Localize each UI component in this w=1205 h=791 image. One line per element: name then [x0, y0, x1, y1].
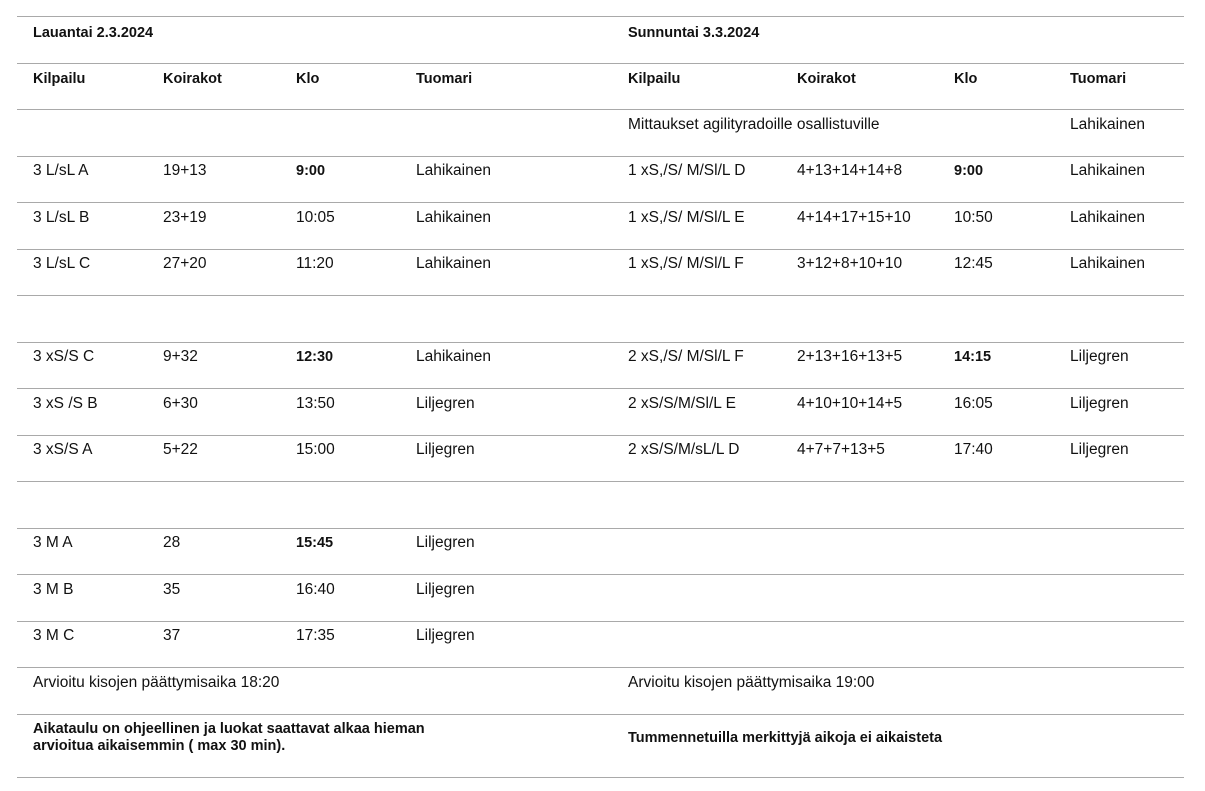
- sat-row-time: 13:50: [296, 395, 335, 412]
- sat-row-judge: Liljegren: [416, 395, 475, 412]
- sat-row-time: 9:00: [296, 163, 326, 179]
- sun-row-time: 9:00: [954, 163, 984, 179]
- sun-row-competition: 2 xS/S/M/Sl/L E: [628, 395, 736, 412]
- divider: [17, 16, 1184, 17]
- sun-row-dogs: 2+13+16+13+5: [797, 348, 903, 365]
- sun-row-dogs: 3+12+8+10+10: [797, 255, 903, 272]
- divider: [17, 249, 1184, 250]
- sun-row-time: 12:45: [954, 255, 993, 272]
- sun-row-time: 10:50: [954, 209, 993, 226]
- sat-note-line2: arvioitua aikaisemmin ( max 30 min).: [33, 738, 286, 754]
- sun-row-time: 17:40: [954, 441, 993, 458]
- divider: [17, 667, 1184, 668]
- divider: [17, 388, 1184, 389]
- sat-row-competition: 3 L/sL C: [33, 255, 91, 272]
- sat-row-dogs: 5+22: [163, 441, 198, 458]
- sat-row-dogs: 23+19: [163, 209, 207, 226]
- sun-row-judge: Lahikainen: [1070, 255, 1145, 272]
- sat-row-time: 15:45: [296, 535, 334, 551]
- sat-row-time: 11:20: [296, 255, 334, 272]
- sat-row-time: 15:00: [296, 441, 335, 458]
- divider: [17, 63, 1184, 64]
- sat-row-competition: 3 L/sL B: [33, 209, 90, 226]
- sat-row-time: 17:35: [296, 627, 335, 644]
- sat-row-judge: Lahikainen: [416, 209, 491, 226]
- sun-estimated-end: Arvioitu kisojen päättymisaika 19:00: [628, 674, 875, 691]
- sat-row-competition: 3 M B: [33, 581, 74, 598]
- sat-header-time: Klo: [296, 71, 320, 87]
- sat-header-dogs: Koirakot: [163, 71, 222, 87]
- sun-row-competition: 1 xS,/S/ M/Sl/L D: [628, 162, 746, 179]
- sat-row-competition: 3 xS/S C: [33, 348, 95, 365]
- sun-header-dogs: Koirakot: [797, 71, 856, 87]
- sat-row-dogs: 9+32: [163, 348, 198, 365]
- sun-row-dogs: 4+10+10+14+5: [797, 395, 903, 412]
- sun-row-time: 14:15: [954, 349, 992, 365]
- saturday-title: Lauantai 2.3.2024: [33, 25, 154, 41]
- sat-row-judge: Liljegren: [416, 534, 475, 551]
- divider: [17, 109, 1184, 110]
- sun-header-competition: Kilpailu: [628, 71, 681, 87]
- sat-row-time: 16:40: [296, 581, 335, 598]
- sat-row-competition: 3 M C: [33, 627, 75, 644]
- sat-estimated-end: Arvioitu kisojen päättymisaika 18:20: [33, 674, 280, 691]
- sun-row-competition: 2 xS/S/M/sL/L D: [628, 441, 740, 458]
- sat-row-dogs: 6+30: [163, 395, 198, 412]
- sun-row-judge: Liljegren: [1070, 395, 1129, 412]
- sat-row-competition: 3 L/sL A: [33, 162, 89, 179]
- sat-row-judge: Lahikainen: [416, 162, 491, 179]
- sun-note: Tummennetuilla merkittyjä aikoja ei aikaisteta: [628, 730, 943, 746]
- sat-row-judge: Lahikainen: [416, 255, 491, 272]
- divider: [17, 481, 1184, 482]
- divider: [17, 295, 1184, 296]
- sat-row-competition: 3 M A: [33, 534, 73, 551]
- sunday-title: Sunnuntai 3.3.2024: [628, 25, 760, 41]
- sat-row-judge: Lahikainen: [416, 348, 491, 365]
- sat-row-dogs: 37: [163, 627, 181, 644]
- sun-row-dogs: 4+13+14+14+8: [797, 162, 903, 179]
- sat-header-competition: Kilpailu: [33, 71, 86, 87]
- sun-row-judge: Liljegren: [1070, 348, 1129, 365]
- sat-row-dogs: 35: [163, 581, 181, 598]
- sun-row-competition: 1 xS,/S/ M/Sl/L F: [628, 255, 744, 272]
- sun-row-judge: Liljegren: [1070, 441, 1129, 458]
- sun-row-judge: Lahikainen: [1070, 209, 1145, 226]
- divider: [17, 435, 1184, 436]
- measurement-text: Mittaukset agilityradoille osallistuville: [628, 116, 880, 133]
- sat-row-judge: Liljegren: [416, 581, 475, 598]
- divider: [17, 156, 1184, 157]
- sun-row-competition: 2 xS,/S/ M/Sl/L F: [628, 348, 744, 365]
- sun-row-dogs: 4+14+17+15+10: [797, 209, 911, 226]
- sat-row-dogs: 27+20: [163, 255, 207, 272]
- measurement-judge: Lahikainen: [1070, 116, 1145, 133]
- divider: [17, 574, 1184, 575]
- divider: [17, 621, 1184, 622]
- divider: [17, 714, 1184, 715]
- sat-row-time: 10:05: [296, 209, 335, 226]
- sun-header-judge: Tuomari: [1070, 71, 1127, 87]
- sat-row-dogs: 28: [163, 534, 181, 551]
- sat-row-judge: Liljegren: [416, 441, 475, 458]
- divider: [17, 528, 1184, 529]
- sat-header-judge: Tuomari: [416, 71, 473, 87]
- divider: [17, 202, 1184, 203]
- sun-row-dogs: 4+7+7+13+5: [797, 441, 885, 458]
- sat-row-time: 12:30: [296, 349, 334, 365]
- sat-row-judge: Liljegren: [416, 627, 475, 644]
- sat-row-competition: 3 xS /S B: [33, 395, 98, 412]
- divider: [17, 777, 1184, 778]
- sun-header-time: Klo: [954, 71, 978, 87]
- sat-row-dogs: 19+13: [163, 162, 207, 179]
- sun-row-judge: Lahikainen: [1070, 162, 1145, 179]
- sun-row-competition: 1 xS,/S/ M/Sl/L E: [628, 209, 745, 226]
- sat-note-line1: Aikataulu on ohjeellinen ja luokat saattavat alkaa hieman: [33, 721, 425, 737]
- sat-row-competition: 3 xS/S A: [33, 441, 93, 458]
- divider: [17, 342, 1184, 343]
- sun-row-time: 16:05: [954, 395, 993, 412]
